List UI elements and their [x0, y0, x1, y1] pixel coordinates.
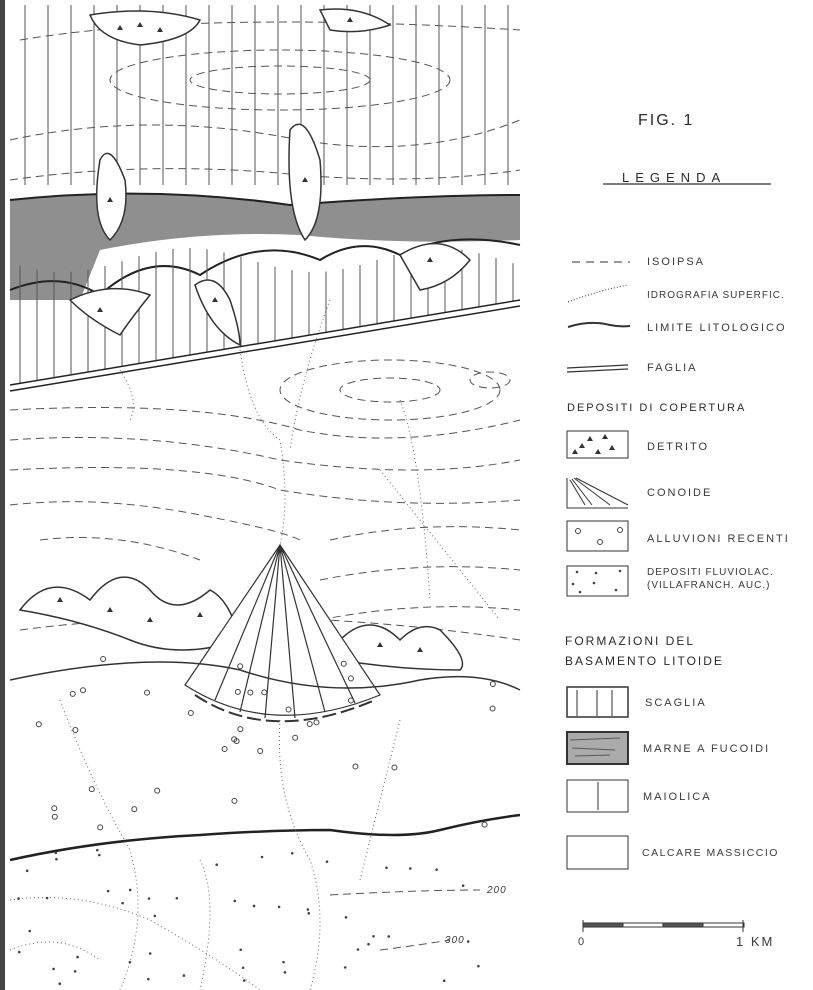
dot-mark	[55, 858, 58, 861]
dot-mark	[129, 889, 132, 892]
dot-mark	[98, 854, 101, 857]
dot-mark	[307, 912, 310, 915]
circle-mark	[222, 747, 227, 752]
contour-label-200: 200	[487, 885, 507, 896]
circle-mark	[232, 798, 237, 803]
circle-mark	[482, 822, 487, 827]
circle-mark	[490, 706, 495, 711]
dot-mark	[253, 905, 256, 908]
dot-mark	[148, 897, 151, 900]
circle-mark	[98, 825, 103, 830]
cover-header: DEPOSITI DI COPERTURA	[567, 402, 747, 414]
legend-scaglia: SCAGLIA	[645, 697, 707, 709]
circle-mark	[145, 690, 150, 695]
dot-mark	[129, 961, 132, 964]
legend-conoide: CONOIDE	[647, 487, 713, 499]
triangle	[572, 449, 578, 454]
dot-mark	[233, 900, 236, 903]
dot-mark	[462, 884, 465, 887]
dot-mark	[357, 948, 360, 951]
circle-mark	[36, 722, 41, 727]
dot-mark	[619, 570, 622, 573]
circle-mark	[314, 720, 319, 725]
legend-alluvioni: ALLUVIONI RECENTI	[647, 533, 790, 545]
circle-mark	[258, 748, 263, 753]
circle-mark	[101, 657, 106, 662]
circle-mark	[52, 806, 57, 811]
circle-mark	[52, 814, 57, 819]
circle-mark	[188, 711, 193, 716]
dot-mark	[387, 935, 390, 938]
dot-mark	[593, 582, 596, 585]
legend-title: LEGENDA	[622, 170, 727, 185]
dot-mark	[572, 583, 575, 586]
legend-limite-litologico: LIMITE LITOLOGICO	[647, 322, 787, 334]
contours-top	[10, 22, 520, 180]
legend-calcare: CALCARE MASSICCIO	[642, 847, 779, 859]
dot-mark	[215, 863, 218, 866]
dot-mark	[282, 961, 285, 964]
dot-mark	[385, 866, 388, 869]
legend-marne: MARNE A FUCOIDI	[643, 743, 771, 755]
dot-mark	[26, 870, 29, 873]
dot-mark	[467, 940, 470, 943]
dot-mark	[595, 572, 598, 575]
circle-mark	[70, 691, 75, 696]
scale-start: 0	[578, 936, 587, 948]
dot-mark	[18, 951, 21, 954]
dot-mark	[176, 897, 179, 900]
basement-header-1: FORMAZIONI DEL	[565, 634, 696, 648]
dot-mark	[344, 966, 347, 969]
figure-title: FIG. 1	[638, 112, 695, 129]
scale-end: 1 KM	[736, 934, 775, 949]
detrito-triangles	[57, 17, 615, 652]
dot-mark	[409, 867, 412, 870]
dot-mark	[239, 948, 242, 951]
legend-maiolica: MAIOLICA	[643, 791, 712, 803]
dot-mark	[149, 952, 152, 955]
circle-mark	[598, 540, 603, 545]
circle-mark	[81, 688, 86, 693]
dot-mark	[46, 897, 49, 900]
scan-border	[0, 0, 5, 990]
basement-header-2: BASAMENTO LITOIDE	[565, 654, 724, 668]
dot-mark	[242, 966, 245, 969]
dot-mark	[307, 908, 310, 911]
dot-mark	[278, 906, 281, 909]
circle-mark	[576, 529, 581, 534]
circle-mark	[618, 528, 623, 533]
legend-fluviolac: DEPOSITI FLUVIOLAC.	[647, 567, 774, 578]
legend-idrografia: IDROGRAFIA SUPERFIC.	[647, 290, 785, 301]
dot-mark	[291, 852, 294, 855]
legend-faglia: FAGLIA	[647, 362, 698, 374]
dot-mark	[345, 916, 348, 919]
dot-mark	[55, 852, 58, 855]
dot-mark	[579, 591, 582, 594]
triangle	[602, 434, 608, 439]
dot-mark	[52, 968, 55, 971]
triangle	[609, 445, 615, 450]
dot-mark	[76, 956, 79, 959]
dot-mark	[615, 589, 618, 592]
dot-mark	[372, 935, 375, 938]
circle-mark	[490, 682, 495, 687]
dot-mark	[183, 974, 186, 977]
circle-mark	[293, 735, 298, 740]
dot-mark	[435, 868, 438, 871]
legend-villafranch: (VILLAFRANCH. AUC.)	[647, 580, 771, 591]
circle-mark	[155, 788, 160, 793]
dot-mark	[107, 890, 110, 893]
dot-mark	[261, 856, 264, 859]
circle-mark	[89, 787, 94, 792]
dot-mark	[243, 979, 246, 982]
triangle	[587, 436, 593, 441]
limite-litologico-3	[10, 815, 520, 860]
circle-mark	[73, 727, 78, 732]
scaglia-hatch-top	[25, 5, 508, 185]
circle-mark	[307, 721, 312, 726]
circle-mark	[392, 765, 397, 770]
dot-mark	[367, 943, 370, 946]
legend-detrito: DETRITO	[647, 441, 710, 453]
legend-isoipsa: ISOIPSA	[647, 256, 706, 268]
dot-mark	[28, 930, 31, 933]
circle-mark	[132, 807, 137, 812]
dot-mark	[477, 965, 480, 968]
dot-mark	[74, 970, 77, 973]
triangle	[579, 443, 585, 448]
circle-mark	[353, 764, 358, 769]
contour-label-300: 300	[445, 935, 465, 946]
dot-mark	[17, 897, 20, 900]
dot-mark	[443, 979, 446, 982]
circle-mark	[238, 727, 243, 732]
dot-mark	[153, 915, 156, 918]
dot-mark	[147, 978, 150, 981]
dot-mark	[96, 849, 99, 852]
dot-mark	[58, 982, 61, 985]
dot-mark	[576, 571, 579, 574]
dot-mark	[326, 860, 329, 863]
dot-mark	[121, 902, 124, 905]
dot-mark	[284, 971, 287, 974]
triangle	[595, 449, 601, 454]
